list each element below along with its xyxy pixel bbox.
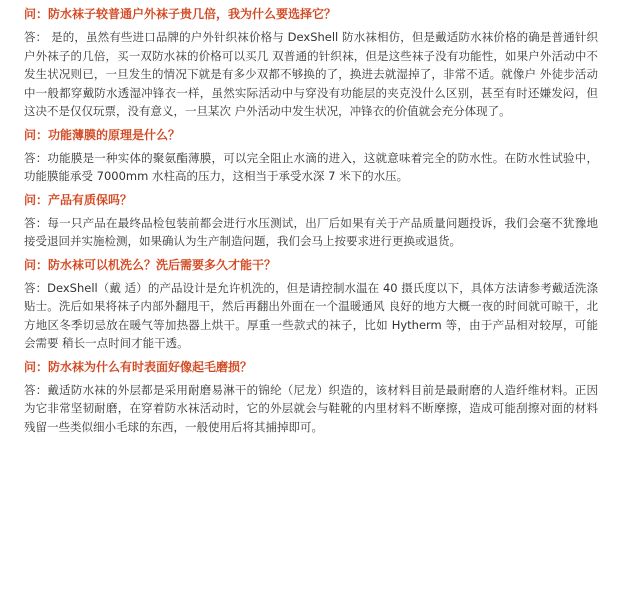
faq-item xyxy=(24,125,598,186)
faq-answer: 答：每一只产品在最终品检包装前都会进行水压测试，出厂后如果有关于产品质量问题投诉，我们会毫不犹豫地接受退回并实施检测，如果确认为生产制造问题，我们会马上按要求进行更换或退货。 xyxy=(24,215,598,248)
faq-question: 问：防水袜可以机洗么？洗后需要多久才能干？ xyxy=(24,257,277,272)
faq-list xyxy=(24,4,598,436)
faq-answer: 答：DexShell（戴 适）的产品设计是允许机洗的，但是请控制水温在 40 摄氏度以下，具体方法请参考戴适洗涤贴士。洗后如果将袜子内部外翻甩干，然后再翻出外面在一个温暖通风 良好的地方大概一夜的时间就可晾干，北方地区冬季切忌放在暖气等加热器上烘干。厚重一些款式的袜子，比如 Hytherm 等，由于产品相对较厚，可能会需要 稍长一点时间才能干透。 xyxy=(24,280,598,350)
faq-question: 问：防水袜子较普通户外袜子贵几倍，我为什么要选择它？ xyxy=(24,7,337,21)
faq-question: 问：功能薄膜的原理是什么？ xyxy=(24,127,181,142)
faq-item xyxy=(24,4,598,121)
faq-answer: 答：戴适防水袜的外层都是采用耐磨易淋干的锦纶（尼龙）织造的，该材料目前是最耐磨的人造纤维材料。正因为它非常坚韧耐磨，在穿着防水袜活动时，它的外层就会与鞋靴的内里材料不断摩擦，造成可能刮擦对面的材料残留一些类似细小毛球的东西，一般使用后将其捕掉即可。 xyxy=(24,382,598,434)
faq-item xyxy=(24,190,598,251)
faq-question: 问：产品有质保吗？ xyxy=(24,192,133,207)
faq-item xyxy=(24,357,598,437)
faq-answer: 答：功能膜是一种实体的聚氨酯薄膜，可以完全阻止水滴的进入，这就意味着完全的防水性。在防水性试验中，功能膜能承受 7000mm 水柱高的压力，这相当于承受水深 7 米下的水压。 xyxy=(24,150,598,183)
faq-question: 问：防水袜为什么有时表面好像起毛磨损？ xyxy=(24,359,253,374)
faq-answer: 答： 是的，虽然有些进口品牌的户外针织袜价格与 DexShell 防水袜相仿，但是戴适防水袜价格的确是普通针织户外袜子的几倍，买一双防水袜的价格可以买几 双普通的针织袜，但是这些袜子没有功能性，如果户外活动中不发生状况则已，一旦发生的情况下就是有多少双都不够换的了，换进去就湿掉了，非常不适。就像户 外徒步活动中一般都穿戴防水透湿冲锋衣一样，虽然实际活动中与穿没有功能层的夹克没什么区别，甚至有时还嫌发闷，但这决不是仅仅玩票，没有意义，一旦某次 户外活动中发生状况，冲锋衣的价值就会充分体现了。 xyxy=(24,30,598,118)
faq-item xyxy=(24,255,598,353)
